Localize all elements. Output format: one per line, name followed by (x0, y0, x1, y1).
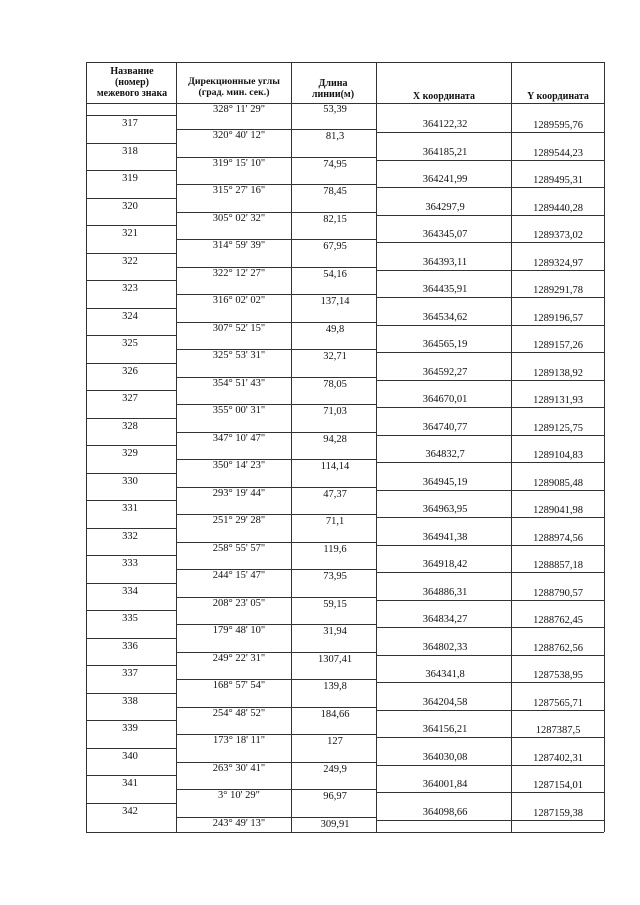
row-separator (376, 132, 604, 133)
x-coordinate: 364204,58 (422, 696, 468, 708)
point-name: 325 (122, 338, 138, 349)
row-separator (376, 765, 604, 766)
x-coordinate: 364098,66 (422, 806, 468, 818)
y-coordinate: 1289104,83 (533, 450, 583, 461)
header-name (88, 66, 176, 99)
header-length-line2: линии(м) (311, 89, 355, 100)
direction-angle: 208° 23' 05" (212, 597, 266, 609)
row-separator (376, 215, 604, 216)
line-length: 94,28 (323, 433, 347, 445)
row-separator (176, 129, 376, 130)
row-separator (376, 655, 604, 656)
header-name-line3: межевого знака (96, 88, 168, 99)
y-coordinate: 1287538,95 (533, 670, 583, 681)
row-separator (376, 187, 604, 188)
row-separator (376, 545, 604, 546)
y-coordinate: 1288857,18 (533, 560, 583, 571)
x-coordinate: 364670,01 (422, 394, 468, 405)
direction-angle: 347° 10' 47" (212, 432, 266, 444)
line-length: 49,8 (325, 323, 345, 335)
row-separator (86, 445, 176, 446)
direction-angle: 173° 18' 11" (213, 735, 265, 746)
row-separator (376, 517, 604, 518)
row-separator (176, 459, 376, 460)
row-separator (376, 600, 604, 601)
row-separator (86, 528, 176, 529)
table-left-border (86, 62, 87, 832)
point-name: 319 (122, 173, 138, 184)
row-separator (176, 707, 376, 708)
row-separator (376, 627, 604, 628)
direction-angle: 249° 22' 31" (212, 652, 266, 664)
x-coordinate: 364122,32 (422, 119, 468, 130)
row-separator (176, 679, 376, 680)
y-coordinate: 1288974,56 (533, 532, 583, 544)
line-length: 71,03 (323, 406, 347, 417)
row-separator (86, 720, 176, 721)
direction-angle: 315° 27' 16" (212, 185, 266, 196)
row-separator (176, 514, 376, 515)
line-length: 67,95 (323, 241, 347, 252)
point-name: 326 (122, 365, 138, 377)
direction-angle: 316° 02' 02" (212, 295, 266, 306)
line-length: 1307,41 (317, 653, 353, 665)
row-separator (176, 817, 376, 818)
line-length: 54,16 (323, 268, 347, 280)
y-coordinate: 1287402,31 (533, 752, 583, 764)
row-separator (376, 820, 604, 821)
point-name: 321 (122, 228, 138, 239)
x-coordinate: 364030,08 (422, 751, 468, 763)
line-length: 32,71 (323, 351, 347, 362)
line-length: 119,6 (323, 543, 347, 555)
row-separator (376, 270, 604, 271)
header-length (292, 78, 374, 100)
row-separator (86, 143, 176, 144)
x-coordinate: 364740,77 (422, 421, 468, 433)
point-name: 328 (122, 420, 138, 432)
row-separator (376, 710, 604, 711)
point-name: 320 (122, 200, 138, 212)
y-coordinate: 1287565,71 (533, 697, 583, 709)
table-top-border (86, 62, 604, 63)
line-length: 114,14 (320, 461, 350, 472)
row-separator (86, 253, 176, 254)
y-coordinate: 1289041,98 (533, 505, 583, 516)
x-coordinate: 364345,07 (422, 229, 468, 240)
row-separator (86, 198, 176, 199)
x-coordinate: 364802,33 (422, 641, 468, 653)
point-name: 322 (122, 255, 138, 267)
direction-angle: 354° 51' 43" (212, 377, 266, 389)
row-separator (86, 775, 176, 776)
point-name: 317 (122, 118, 138, 129)
x-coordinate: 364241,99 (422, 174, 468, 185)
direction-angle: 350° 14' 23" (212, 460, 266, 471)
row-separator (176, 762, 376, 763)
direction-angle: 243° 49' 13" (212, 817, 266, 829)
row-separator (86, 115, 176, 116)
point-name: 341 (122, 778, 138, 789)
row-separator (86, 308, 176, 309)
line-length: 31,94 (323, 626, 347, 637)
column-divider (511, 62, 512, 832)
direction-angle: 319° 15' 10" (212, 157, 266, 169)
table-bottom-border (86, 832, 604, 833)
row-separator (376, 462, 604, 463)
row-separator (176, 212, 376, 213)
row-separator (176, 569, 376, 570)
point-name: 323 (122, 283, 138, 294)
direction-angle: 258° 55' 57" (212, 542, 266, 554)
line-length: 78,05 (323, 378, 347, 390)
row-separator (376, 352, 604, 353)
x-coordinate: 364963,95 (422, 504, 468, 515)
y-coordinate: 1289373,02 (533, 230, 583, 241)
row-separator (86, 418, 176, 419)
row-separator (86, 583, 176, 584)
row-separator (376, 325, 604, 326)
point-name: 340 (122, 750, 138, 762)
y-coordinate: 1289324,97 (533, 257, 583, 269)
row-separator (86, 748, 176, 749)
line-length: 78,45 (323, 186, 347, 197)
y-coordinate: 1287159,38 (533, 807, 583, 819)
x-coordinate: 364945,19 (422, 476, 468, 488)
y-coordinate: 1288762,56 (533, 642, 583, 654)
row-separator (86, 225, 176, 226)
direction-angle: 314° 59' 39" (212, 240, 266, 251)
line-length: 137,14 (320, 296, 350, 307)
x-coordinate: 364435,91 (422, 284, 468, 295)
row-separator (176, 322, 376, 323)
y-coordinate: 1289544,23 (533, 147, 583, 159)
direction-angle: 263° 30' 41" (212, 762, 266, 774)
x-coordinate: 364918,42 (422, 559, 468, 570)
point-name: 333 (122, 558, 138, 569)
line-length: 74,95 (323, 158, 347, 170)
point-name: 338 (122, 695, 138, 707)
point-name: 324 (122, 310, 138, 322)
row-separator (176, 597, 376, 598)
row-separator (176, 239, 376, 240)
row-separator (176, 487, 376, 488)
direction-angle: 254° 48' 52" (212, 707, 266, 719)
header-name-line2: (номер) (114, 77, 150, 88)
point-name: 332 (122, 530, 138, 542)
x-coordinate: 364001,84 (422, 779, 468, 790)
x-coordinate: 364534,62 (422, 311, 468, 323)
row-separator (176, 542, 376, 543)
direction-angle: 322° 12' 27" (212, 267, 266, 279)
row-separator (176, 624, 376, 625)
y-coordinate: 1289131,93 (533, 395, 583, 406)
row-separator (376, 737, 604, 738)
line-length: 309,91 (320, 818, 350, 830)
header-x: X координата (412, 91, 476, 102)
direction-angle: 244° 15' 47" (212, 570, 266, 581)
x-coordinate: 364156,21 (422, 724, 468, 735)
x-coordinate: 364185,21 (422, 146, 468, 158)
direction-angle: 307° 52' 15" (212, 322, 266, 334)
row-separator (376, 435, 604, 436)
row-separator (86, 170, 176, 171)
row-separator (176, 157, 376, 158)
row-separator (86, 665, 176, 666)
x-coordinate: 364832,7 (425, 449, 465, 460)
row-separator (376, 682, 604, 683)
point-name: 330 (122, 475, 138, 487)
header-bottom-border (86, 103, 604, 104)
x-coordinate: 364592,27 (422, 366, 468, 378)
line-length: 139,8 (323, 681, 347, 692)
row-separator (376, 297, 604, 298)
first-angle: 328° 11' 29" (213, 104, 265, 115)
line-length: 127 (327, 736, 343, 747)
row-separator (376, 407, 604, 408)
table-right-border (604, 62, 605, 832)
row-separator (86, 693, 176, 694)
point-name: 335 (122, 613, 138, 624)
y-coordinate: 1289085,48 (533, 477, 583, 489)
y-coordinate: 1287154,01 (533, 780, 583, 791)
x-coordinate: 364886,31 (422, 586, 468, 598)
row-separator (86, 638, 176, 639)
column-divider (176, 62, 177, 832)
line-length: 47,37 (323, 488, 347, 500)
row-separator (376, 380, 604, 381)
line-length: 96,97 (323, 791, 347, 802)
row-separator (176, 734, 376, 735)
y-coordinate: 1289291,78 (533, 285, 583, 296)
header-angle (178, 76, 290, 98)
row-separator (176, 349, 376, 350)
row-separator (176, 789, 376, 790)
line-length: 59,15 (323, 598, 347, 610)
row-separator (376, 572, 604, 573)
x-coordinate: 364941,38 (422, 531, 468, 543)
x-coordinate: 364565,19 (422, 339, 468, 350)
direction-angle: 355° 00' 31" (212, 405, 266, 416)
header-y: Y координата (527, 91, 589, 102)
row-separator (86, 610, 176, 611)
row-separator (86, 555, 176, 556)
y-coordinate: 1289595,76 (533, 120, 583, 131)
direction-angle: 168° 57' 54" (212, 680, 266, 691)
direction-angle: 325° 53' 31" (212, 350, 266, 361)
x-coordinate: 364297,9 (425, 201, 465, 213)
direction-angle: 179° 48' 10" (212, 625, 266, 636)
header-name-line1: Название (110, 66, 154, 77)
x-coordinate: 364834,27 (422, 614, 468, 625)
direction-angle: 293° 19' 44" (212, 487, 266, 499)
row-separator (176, 294, 376, 295)
column-divider (291, 62, 292, 832)
point-name: 342 (122, 805, 138, 817)
point-name: 336 (122, 640, 138, 652)
line-length: 184,66 (320, 708, 350, 720)
header-angle-line2: (град. мин. сек.) (198, 87, 270, 98)
direction-angle: 320° 40' 12" (212, 130, 266, 141)
y-coordinate: 1289495,31 (533, 175, 583, 186)
row-separator (176, 377, 376, 378)
row-separator (176, 184, 376, 185)
line-length: 82,15 (323, 213, 347, 225)
row-separator (86, 500, 176, 501)
point-name: 329 (122, 448, 138, 459)
row-separator (86, 335, 176, 336)
row-separator (376, 792, 604, 793)
y-coordinate: 1289196,57 (533, 312, 583, 324)
first-length: 53,39 (323, 104, 347, 115)
line-length: 81,3 (325, 131, 345, 142)
point-name: 337 (122, 668, 138, 679)
header-length-line1: Длина (318, 78, 348, 89)
header-angle-line1: Дирекционные углы (188, 76, 280, 87)
row-separator (176, 404, 376, 405)
point-name: 334 (122, 585, 138, 597)
row-separator (176, 652, 376, 653)
row-separator (86, 473, 176, 474)
row-separator (86, 280, 176, 281)
point-name: 327 (122, 393, 138, 404)
row-separator (376, 160, 604, 161)
line-length: 73,95 (323, 571, 347, 582)
y-coordinate: 1289157,26 (533, 340, 583, 351)
point-name: 331 (122, 503, 138, 514)
row-separator (86, 803, 176, 804)
row-separator (86, 363, 176, 364)
y-coordinate: 1289125,75 (533, 422, 583, 434)
row-separator (376, 490, 604, 491)
direction-angle: 251° 29' 28" (212, 515, 266, 526)
direction-angle: 305° 02' 32" (212, 212, 266, 224)
line-length: 249,9 (323, 763, 347, 775)
direction-angle: 3° 10' 29" (218, 790, 260, 801)
x-coordinate: 364341,8 (425, 669, 465, 680)
y-coordinate: 1289440,28 (533, 202, 583, 214)
row-separator (176, 267, 376, 268)
y-coordinate: 1287387,5 (535, 725, 581, 736)
line-length: 71,1 (325, 516, 345, 527)
y-coordinate: 1288790,57 (533, 587, 583, 599)
row-separator (376, 242, 604, 243)
y-coordinate: 1289138,92 (533, 367, 583, 379)
column-divider (376, 62, 377, 832)
x-coordinate: 364393,11 (422, 256, 468, 268)
row-separator (86, 390, 176, 391)
y-coordinate: 1288762,45 (533, 615, 583, 626)
row-separator (176, 432, 376, 433)
point-name: 339 (122, 723, 138, 734)
point-name: 318 (122, 145, 138, 157)
